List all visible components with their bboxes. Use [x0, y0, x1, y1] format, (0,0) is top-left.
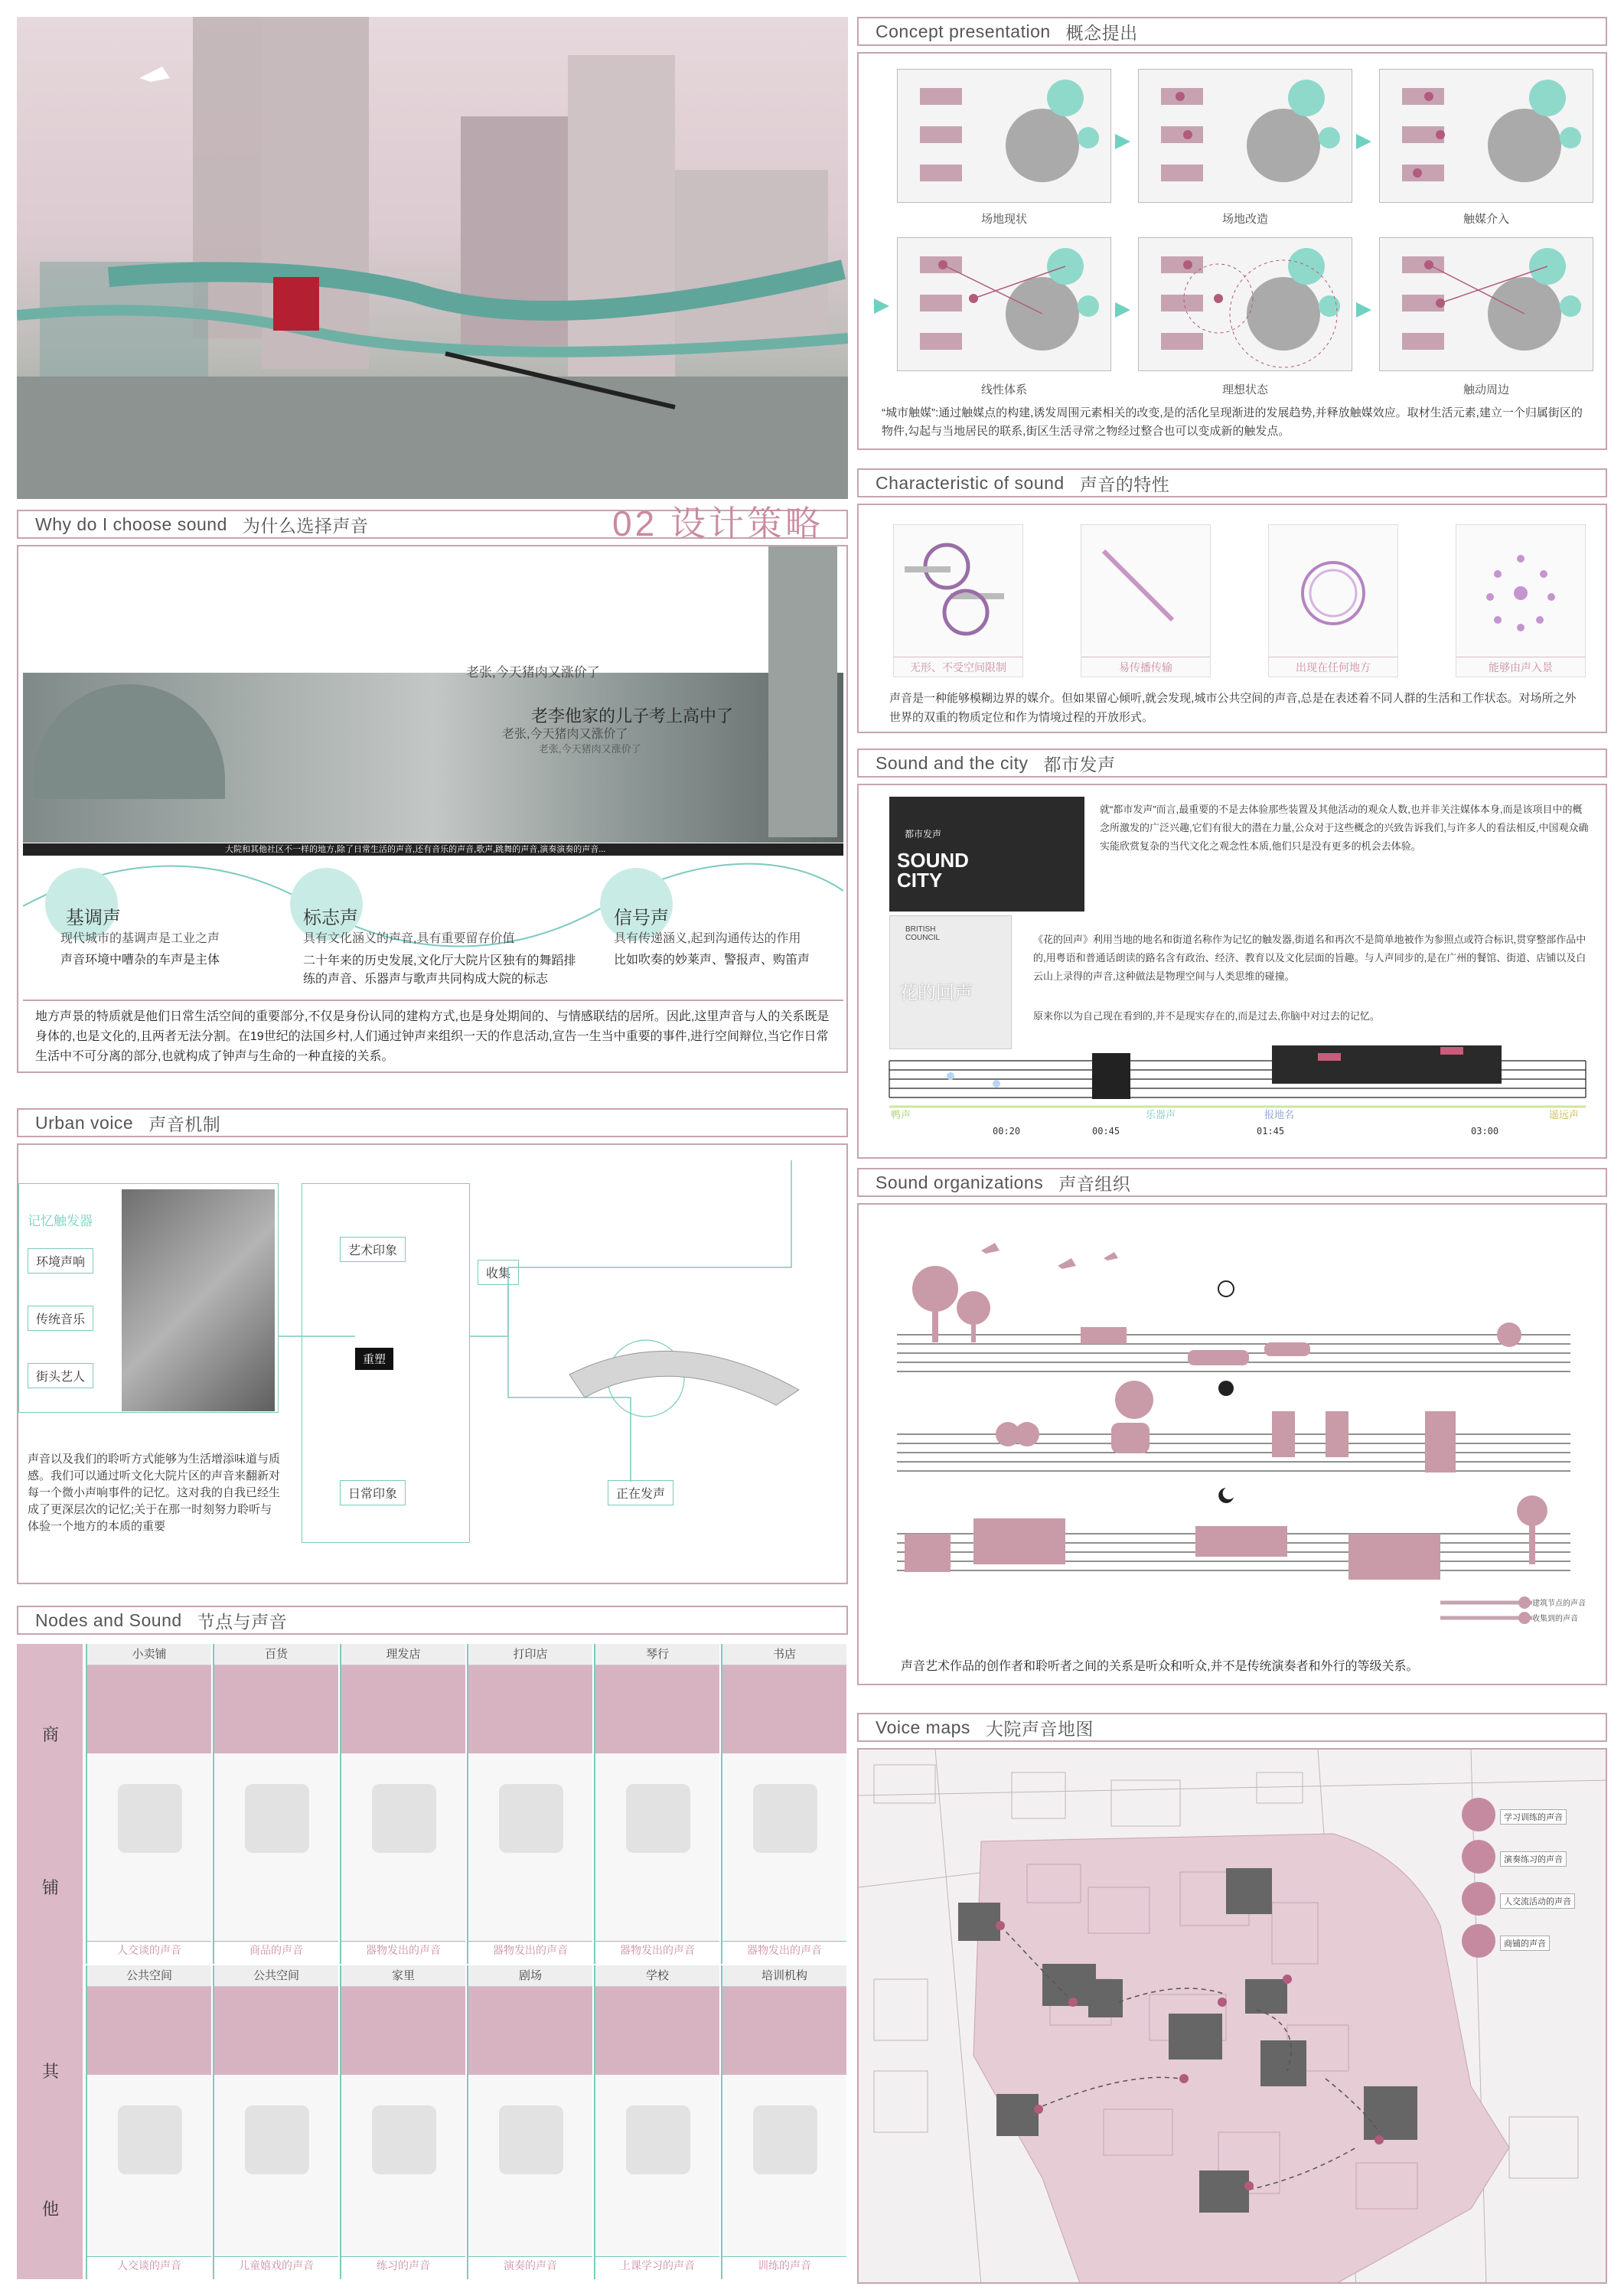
- trigger-item-music: 传统音乐: [28, 1306, 93, 1331]
- map-legend-1: 学习训练的声音: [1500, 1809, 1567, 1825]
- node-column-title: 理发店: [341, 1644, 465, 1665]
- concept-label-2: 场地改造: [1221, 213, 1268, 226]
- concept-label-1: 场地现状: [980, 213, 1027, 226]
- node-object: [341, 2075, 465, 2256]
- reshape-box: 重塑: [355, 1348, 393, 1370]
- node-caption: 上课学习的声音: [595, 2256, 719, 2273]
- trigger-item-street: 街头艺人: [28, 1363, 93, 1388]
- art-impression: 艺术印象: [340, 1237, 406, 1262]
- org-legend-1: 建筑节点的声音: [1532, 1600, 1586, 1608]
- char-text: 声音是一种能够模糊边界的媒介。但如果留心倾听,就会发现,城市公共空间的声音,总是在表述着不同人群的生活和工作状态。对场所之外世界的双重的物质定位和作为情境过程的开放形式。: [889, 692, 1577, 724]
- bubble-4: 老张,今天猪肉又涨价了: [539, 743, 641, 755]
- node-column-title: 公共空间: [87, 1965, 211, 1987]
- char-label-2: 易传播传输: [1081, 657, 1210, 677]
- node-cell: [467, 1644, 592, 1964]
- char-header: [857, 468, 1607, 497]
- timeline-label-1: 鸭声: [891, 1109, 911, 1120]
- char-label-1: 无形、不受空间限制: [894, 657, 1022, 677]
- city-header-en: Sound and the city: [876, 752, 1029, 773]
- signal-sub: 具有传递涵义,起到沟通传达的作用: [614, 932, 801, 945]
- node-column-title: 百货: [214, 1644, 338, 1665]
- concept-panel: [857, 52, 1607, 450]
- node-photo: [722, 1987, 846, 2075]
- node-photo: [722, 1665, 846, 1753]
- node-column-title: 剧场: [468, 1965, 592, 1987]
- nodes-row2-label-bg: [17, 1965, 83, 2279]
- node-object: [595, 2075, 719, 2256]
- keynote-body: 声音环境中嘈杂的车声是主体: [60, 954, 220, 967]
- org-staves: [859, 1205, 1609, 1687]
- bubble-1: 老张,今天猪肉又涨价了: [466, 665, 600, 680]
- node-object: [214, 1753, 338, 1941]
- daily-impression: 日常印象: [340, 1480, 406, 1505]
- concept-label-5: 理想状态: [1221, 383, 1268, 396]
- landmark-title: 标志声: [303, 908, 358, 928]
- row1-label-bottom: 铺: [42, 1878, 60, 1897]
- map-legend-3: 人交流活动的声音: [1500, 1893, 1575, 1909]
- city-text-1: 就“都市发声”而言,最重要的不是去体验那些装置及其他活动的观众人数,也并非关注媒体本身,而是该项目中的概念所激发的广泛兴趣,它们有很大的潜在力量,公众对于这些概念的兴致告诉我们,与许多人的看法相反,中国观众确实能欣赏复杂的当代文化之观念性本质,他们只是没有更多的机会去体验。: [1100, 804, 1589, 852]
- keynote-title: 基调声: [66, 908, 121, 928]
- timeline-label-2: 乐器声: [1146, 1109, 1176, 1120]
- nodes-header-en: Nodes and Sound: [35, 1609, 182, 1630]
- char-header-en: Characteristic of sound: [876, 472, 1065, 493]
- node-caption: 人交谈的声音: [87, 2256, 211, 2273]
- concept-label-6: 触动周边: [1463, 383, 1509, 396]
- node-caption: 人交谈的声音: [87, 1941, 211, 1958]
- timeline-label-3: 报地名: [1264, 1109, 1295, 1120]
- time-1: 00:20: [993, 1126, 1021, 1137]
- char-label-3: 出现在任何地方: [1269, 657, 1397, 677]
- char-label-4: 能够由声入景: [1456, 657, 1585, 677]
- node-photo: [341, 1987, 465, 2075]
- signal-title: 信号声: [614, 908, 669, 928]
- node-object: [87, 1753, 211, 1941]
- node-caption: 器物发出的声音: [341, 1941, 465, 1958]
- node-photo: [214, 1987, 338, 2075]
- city-text-3: 原来你以为自己现在看到的,并不是现实存在的,而是过去,你脑中对过去的记忆。: [1033, 1010, 1380, 1022]
- node-photo: [595, 1665, 719, 1753]
- node-cell: [340, 1644, 465, 1964]
- org-header-en: Sound organizations: [876, 1172, 1044, 1192]
- node-column-title: 家里: [341, 1965, 465, 1987]
- city-header-cn: 都市发声: [1043, 754, 1116, 775]
- node-caption: 儿童嬉戏的声音: [214, 2256, 338, 2273]
- time-3: 01:45: [1257, 1126, 1285, 1137]
- why-panel: [17, 545, 848, 1073]
- org-legend-2: 收集到的声音: [1532, 1615, 1578, 1623]
- node-cell: [213, 1644, 338, 1964]
- node-object: [87, 2075, 211, 2256]
- tower-right: [768, 546, 837, 837]
- poster-sound-city: [889, 797, 1084, 912]
- node-photo: [341, 1665, 465, 1753]
- poster-flower: [889, 915, 1012, 1049]
- trigger-title: 记忆触发器: [28, 1214, 93, 1228]
- org-panel: [857, 1203, 1607, 1685]
- city-panel: [857, 784, 1607, 1159]
- char-header-cn: 声音的特性: [1079, 474, 1170, 494]
- row2-label-top: 其: [42, 2062, 60, 2081]
- urban-text: 声音以及我们的聆听方式能够为生活增添味道与质感。我们可以通过听文化大院片区的声音来翻新对每一个微小声响事件的记忆。这对我的自我已经生成了更深层次的记忆;关于在那一时刻努力聆听与体验一个地方的本质的重要: [28, 1453, 281, 1533]
- node-column-title: 公共空间: [214, 1965, 338, 1987]
- node-column-title: 琴行: [595, 1644, 719, 1665]
- poster2-brand: BRITISH COUNCIL: [905, 925, 941, 942]
- signal-body: 比如吹奏的妙莱声、警报声、购笛声: [614, 954, 810, 967]
- node-object: [468, 1753, 592, 1941]
- node-object: [468, 2075, 592, 2256]
- concept-header: [857, 17, 1607, 46]
- node-caption: 器物发出的声音: [595, 1941, 719, 1958]
- top-render: [17, 17, 848, 499]
- poster1-big: SOUND CITY: [897, 849, 969, 892]
- nodes-header: [17, 1606, 848, 1635]
- urban-header: [17, 1108, 848, 1137]
- trigger-item-env: 环境声响: [28, 1248, 93, 1274]
- maps-header-en: Voice maps: [876, 1717, 970, 1737]
- node-cell: [594, 1644, 719, 1964]
- node-column-title: 小卖铺: [87, 1644, 211, 1665]
- node-object: [722, 1753, 846, 1941]
- concept-label-4: 线性体系: [980, 383, 1027, 396]
- node-cell: [86, 1965, 211, 2279]
- nodes-header-cn: 节点与声音: [197, 1611, 288, 1632]
- poster1-small: 都市发声: [905, 829, 942, 840]
- city-text-2: 《花的回声》利用当地的地名和街道名称作为记忆的触发器,街道名和再次不是简单地被作为参照点或符合标识,贯穿整部作品中的,用粤语和普通话朗读的路名含有政治、经济、教育以及文化层面的旨趣。与人声同步的,是在广州的餐馆、街道、店铺以及白云山上录得的声音,这种做法是物理空间与人类思维的碰撞。: [1033, 934, 1586, 982]
- sounding-tag: 正在发声: [608, 1480, 673, 1505]
- maps-header-cn: 大院声音地图: [985, 1718, 1094, 1739]
- node-caption: 练习的声音: [341, 2256, 465, 2273]
- timeline-label-4: 遥远声: [1549, 1109, 1580, 1120]
- mechanism-lines: [18, 1145, 850, 1586]
- concept-header-en: Concept presentation: [876, 21, 1051, 41]
- strategy-title: 02 设计策略: [612, 504, 823, 543]
- map-legend-4: 商铺的声音: [1500, 1936, 1550, 1951]
- node-photo: [595, 1987, 719, 2075]
- bridge-render: [17, 17, 848, 499]
- strip-caption: 大院和其他社区不一样的地方,除了日常生活的声音,还有音乐的声音,歌声,跳舞的声音,演奏演奏的声音...: [225, 845, 606, 854]
- node-column-title: 书店: [722, 1644, 846, 1665]
- bubble-2: 老李他家的儿子考上高中了: [531, 706, 734, 726]
- node-cell: [467, 1965, 592, 2279]
- why-header-cn: 为什么选择声音: [242, 515, 369, 536]
- node-cell: [340, 1965, 465, 2279]
- landmark-sub: 具有文化涵义的声音,具有重要留存价值: [303, 932, 515, 945]
- node-cell: [721, 1644, 846, 1964]
- row2-label-bottom: 他: [42, 2200, 60, 2219]
- node-photo: [468, 1987, 592, 2075]
- maps-panel: [857, 1748, 1607, 2284]
- org-header-cn: 声音组织: [1058, 1173, 1131, 1194]
- nodes-row1-label-bg: [17, 1644, 83, 1965]
- org-text: 声音艺术作品的创作者和聆听者之间的关系是听众和听众,并不是传统演奏者和外行的等级关系。: [901, 1660, 1419, 1673]
- maps-header: [857, 1713, 1607, 1742]
- node-cell: [721, 1965, 846, 2279]
- bubble-3: 老张,今天猪肉又涨价了: [502, 728, 628, 741]
- node-caption: 器物发出的声音: [722, 1941, 846, 1958]
- poster2-title: 花的回声: [899, 983, 973, 1003]
- row1-label-top: 商: [42, 1725, 60, 1744]
- keynote-sub: 现代城市的基调声是工业之声: [60, 932, 220, 945]
- node-column-title: 学校: [595, 1965, 719, 1987]
- node-cell: [213, 1965, 338, 2279]
- char-panel: [857, 504, 1607, 733]
- node-photo: [87, 1987, 211, 2075]
- concept-label-3: 触媒介入: [1463, 213, 1509, 226]
- time-2: 00:45: [1092, 1126, 1120, 1137]
- concept-text: “城市触媒”:通过触媒点的构建,诱发周围元素相关的改变,是的活化呈现渐进的发展趋势,并释放触媒效应。取材生活元素,建立一个归属街区的物件,勾起与当地居民的联系,街区生活寻常之物经过整合也可以变成新的触发点。: [882, 406, 1583, 438]
- node-column-title: 打印店: [468, 1644, 592, 1665]
- node-photo: [87, 1665, 211, 1753]
- node-caption: 商品的声音: [214, 1941, 338, 1958]
- why-header-en: Why do I choose sound: [35, 514, 227, 534]
- voice-map: [859, 1750, 1607, 2284]
- node-object: [214, 2075, 338, 2256]
- node-object: [341, 1753, 465, 1941]
- node-column-title: 培训机构: [722, 1965, 846, 1987]
- time-4: 03:00: [1471, 1126, 1499, 1137]
- node-cell: [86, 1644, 211, 1964]
- urban-header-cn: 声音机制: [148, 1114, 221, 1134]
- concept-header-cn: 概念提出: [1065, 22, 1138, 43]
- node-object: [595, 1753, 719, 1941]
- org-header: [857, 1168, 1607, 1197]
- node-caption: 演奏的声音: [468, 2256, 592, 2273]
- node-photo: [214, 1665, 338, 1753]
- node-cell: [594, 1965, 719, 2279]
- map-legend-2: 演奏练习的声音: [1500, 1851, 1567, 1867]
- city-header: [857, 748, 1607, 778]
- node-caption: 训练的声音: [722, 2256, 846, 2273]
- landmark-body: 二十年来的历史发展,文化厅大院片区独有的舞蹈排练的声音、乐器声与歌声共同构成大院的标志: [303, 954, 576, 986]
- node-caption: 器物发出的声音: [468, 1941, 592, 1958]
- why-paragraph: 地方声景的特质就是他们日常生活空间的重要部分,不仅是身份认同的建构方式,也是身处期间的、与情感联结的居所。因此,这里声音与人的关系既是身体的,也是文化的,且两者无法分割。在19世纪的法国乡村,人们通过钟声来组织一天的作息活动,宣告一生当中重要的事件,进行空间辩位,当它作日常生活中不可分离的部分,也就构成了钟声与生命的一种直接的关系。: [35, 1010, 830, 1063]
- collect-tag: 收集: [478, 1260, 519, 1285]
- urban-panel: [17, 1143, 848, 1584]
- urban-header-en: Urban voice: [35, 1112, 134, 1133]
- why-divider: [23, 1000, 843, 1001]
- node-object: [722, 2075, 846, 2256]
- node-photo: [468, 1665, 592, 1753]
